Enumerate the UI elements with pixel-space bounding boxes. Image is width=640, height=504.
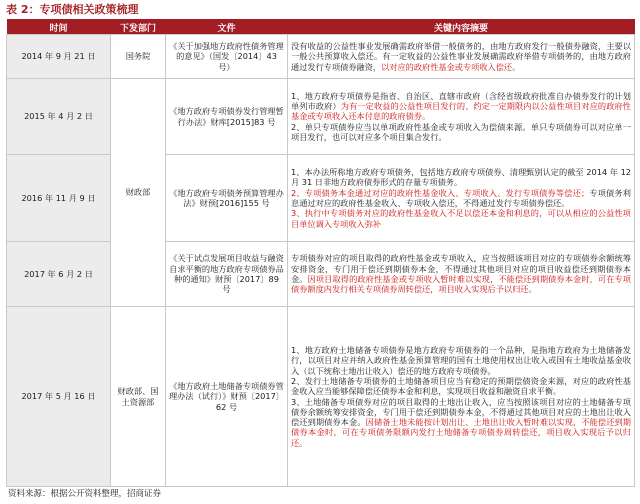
table-row xyxy=(7,307,635,487)
header-time: 时间 xyxy=(7,20,111,35)
summary-text-highlight: 因储备土地未能按计划出让、土地出让收入暂时难以实现，不能偿还到期债券本金时，可在专项债务限额内发行土地储备专项债券周转偿还，项目收入实现后予以归还。 xyxy=(291,417,631,448)
policy-table xyxy=(6,19,635,487)
summary-text: 专项债务利息通过对应的政府性基金收入、专项收入偿还，不得通过发行专项债券偿还。 xyxy=(291,187,631,208)
summary-text: 1、地方政府土地储备专项债券是地方政府专项债券的一个品种，是指地方政府为土地储备发行，以项目对应并纳入政府性基金预算管理的国有土地使用权出让收入或国有土地收益基金收入（以下统称土地出让收入）偿还的地方政府专项债券。 xyxy=(291,345,631,376)
cell-dept: 国务院 xyxy=(111,35,166,79)
cell-time: 2017 年 6 月 2 日 xyxy=(7,242,111,307)
table-row xyxy=(7,242,635,307)
summary-text: 1、本办法所称地方政府专项债务，包括地方政府专项债券、清理甄别认定的截至 2014 年 12 月 31 日非地方政府债券形式的存量专项债务。 xyxy=(291,167,631,188)
summary-text-highlight: 因项目取得的政府性基金或专项收入暂时难以实现，不能偿还到期债券本金时，可在专项债券额度内发行相关专项债券周转偿还，项目收入实现后予以归还。 xyxy=(291,274,631,295)
header-dept: 下发部门 xyxy=(111,20,166,35)
cell-summary xyxy=(288,35,635,79)
summary-text: 2、发行土地储备专项债券的土地储备项目应当有稳定的预期偿债资金来源，对应的政府性基金收入应当能够保障偿还债券本金和利息，实现项目收益和融资自求平衡。 xyxy=(291,375,631,397)
cell-doc: 《地方政府专项债券发行管理暂行办法》财库[2015]83 号 xyxy=(166,79,288,155)
cell-doc: 《地方政府专项债务预算管理办法》财预[2016]155 号 xyxy=(166,155,288,242)
summary-text: 1、地方政府专项债券是指省、自治区、直辖市政府（含经省级政府批准自办债券发行的计划单列市政府） xyxy=(291,90,631,112)
cell-summary xyxy=(288,242,635,307)
cell-time: 2017 年 5 月 16 日 xyxy=(7,307,111,487)
cell-doc: 《关于试点发展项目收益与融资自求平衡的地方政府专项债券品种的通知》财预〔2017〕89 号 xyxy=(166,242,288,307)
summary-text: 专项债券对应的项目取得的政府性基金或专项收入，应当按照该项目对应的专项债券余额统筹安排资金，专门用于偿还到期债券本金，不得通过其他项目对应的项目收益偿还到期债券本金。 xyxy=(291,253,631,284)
table-row xyxy=(7,155,635,242)
summary-text: 没有收益的公益性事业发展确需政府举借一般债务的，由地方政府发行一般债券融资，主要以一般公共预算收入偿还。有一定收益的公益性事业发展确需政府举借专项债务的，由地方政府通过发行专项债券融资， xyxy=(291,41,631,72)
source-note: 资料来源：根据公开资料整理，招商证券 xyxy=(8,489,162,499)
cell-summary xyxy=(288,79,635,155)
cell-doc: 《地方政府土地储备专项债券管理办法（试行）》财预〔2017〕62 号 xyxy=(166,307,288,487)
cell-time: 2014 年 9 月 21 日 xyxy=(7,35,111,79)
summary-text: 3、土地储备专项债券对应的项目取得的土地出让收入，应当按照该项目对应的土地储备专项债券余额统筹安排资金，专门用于偿还到期债券本金，不得通过其他项目对应的土地出让收入偿还到期债券本金。 xyxy=(291,396,631,428)
table-row xyxy=(7,35,635,79)
table-row xyxy=(7,79,635,155)
cell-time: 2016 年 11 月 9 日 xyxy=(7,155,111,242)
cell-doc: 《关于加强地方政府性债务管理的意见》（国发〔2014〕43 号） xyxy=(166,35,288,79)
table-header-row xyxy=(7,20,635,35)
summary-text-highlight: 为有一定收益的公益性项目发行的、约定一定期限内以公益性项目对应的政府性基金或专项收入还本付息的政府债券。 xyxy=(291,101,631,122)
summary-text-highlight: 2、专项债务本金通过对应的政府性基金收入、专项收入、发行专项债券等偿还； xyxy=(291,187,590,198)
cell-time: 2015 年 4 月 2 日 xyxy=(7,79,111,155)
summary-text-highlight: 以对应的政府性基金或专项收入偿还。 xyxy=(381,61,521,72)
summary-text: 2、单只专项债券应当以单项政府性基金或专项收入为偿债来源。单只专项债券可以对应单一项目发行，也可以对应多个项目集合发行。 xyxy=(291,121,631,142)
cell-summary xyxy=(288,155,635,242)
cell-dept: 财政部 xyxy=(111,79,166,307)
header-summary: 关键内容摘要 xyxy=(288,20,635,35)
summary-text-highlight: 3、执行中专项债务对应的政府性基金收入不足以偿还本金和利息的，可以从相应的公益性项目单位调入专项收入弥补 xyxy=(291,208,631,229)
cell-summary xyxy=(288,307,635,487)
table-title: 表 2：专项债相关政策梳理 xyxy=(6,3,139,16)
cell-dept: 财政部、国土资源部 xyxy=(111,307,166,487)
header-doc: 文件 xyxy=(166,20,288,35)
